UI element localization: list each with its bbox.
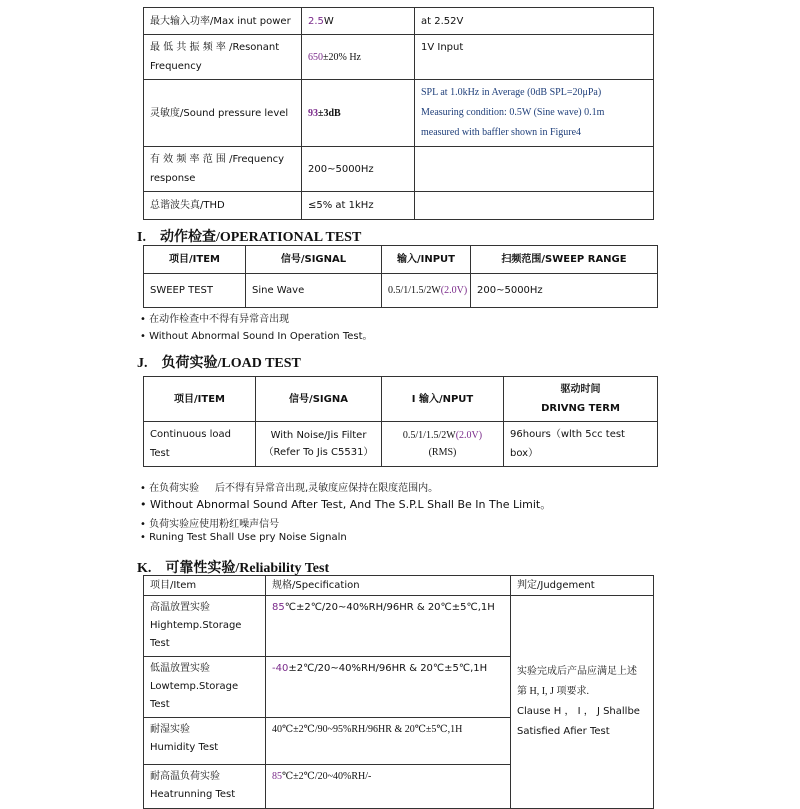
note-line: • Without Abnormal Sound After Test, And The S.P.L Shall Be In The Limit。 bbox=[140, 498, 552, 511]
note-line: measured with baffler shown in Figure4 bbox=[421, 127, 582, 138]
value-num: 650 bbox=[308, 51, 323, 63]
spec-rest: ℃±2℃/20~40%RH/- bbox=[282, 771, 372, 782]
note-line: • Runing Test Shall Use pry Noise Signaln bbox=[140, 532, 347, 543]
value-num: 2.5 bbox=[308, 15, 324, 27]
value-unit: W bbox=[323, 15, 334, 27]
cell-item bbox=[144, 596, 266, 657]
cell-signal: Sine Wave bbox=[246, 274, 382, 308]
cell-judgement bbox=[511, 596, 654, 809]
input-rms: (RMS) bbox=[428, 447, 457, 458]
input-voltage: (2.0V) bbox=[440, 285, 468, 296]
note-line: • Without Abnormal Sound In Operation Test。 bbox=[140, 331, 373, 342]
header-line: DRIVNG TERM bbox=[541, 403, 620, 414]
operational-test-table bbox=[143, 245, 658, 308]
cell-spec bbox=[266, 718, 511, 765]
judgement-line: 第 H, I, J 项要求. bbox=[517, 686, 589, 697]
spec-note bbox=[415, 147, 654, 192]
item-en: Heatrunning Test bbox=[150, 789, 236, 800]
note-line: • 负荷实验应使用粉红噪声信号 bbox=[140, 519, 280, 530]
judgement-line: Satisfied Afier Test bbox=[517, 726, 610, 737]
spec-note bbox=[415, 192, 654, 220]
cell-signal bbox=[256, 422, 382, 467]
note-line: • 在动作检查中不得有异常音出现 bbox=[140, 314, 290, 325]
cell-term: 96hours（wlth 5cc test box） bbox=[504, 422, 658, 467]
header-item: 项目/ITEM bbox=[144, 246, 246, 274]
judgement-line: Clause H ， I ， J Shallbe bbox=[517, 706, 640, 717]
spec-label: 总谐波失真/THD bbox=[144, 192, 302, 220]
spec-label: 有 效 频 率 范 围 /Frequency response bbox=[144, 147, 302, 192]
spec-value bbox=[302, 35, 415, 80]
input-voltage: (2.0V) bbox=[455, 430, 483, 441]
load-test-table bbox=[143, 376, 658, 467]
cell-range: 200~5000Hz bbox=[471, 274, 658, 308]
cell-item bbox=[144, 657, 266, 718]
signal-line: With Noise/Jis Filter bbox=[270, 430, 367, 441]
header-line: 驱动时间 bbox=[560, 384, 601, 395]
cell-spec bbox=[266, 657, 511, 718]
header-driving-term bbox=[504, 377, 658, 422]
spec-note: 1V Input bbox=[415, 35, 654, 80]
spec-rest: ±2℃/20~40%RH/96HR & 20℃±5℃,1H bbox=[288, 663, 488, 674]
spec-value: 200~5000Hz bbox=[302, 147, 415, 192]
section-title-reliability-test: K. 可靠性实验/Reliability Test bbox=[137, 561, 330, 576]
signal-line: （Refer To Jis C5531） bbox=[263, 447, 374, 458]
cell-item bbox=[144, 765, 266, 809]
reliability-test-table bbox=[143, 575, 654, 809]
header-sweep-range: 扫频范围/SWEEP RANGE bbox=[471, 246, 658, 274]
section-title-load-test: J. 负荷实验/LOAD TEST bbox=[137, 356, 301, 371]
cell-item bbox=[144, 718, 266, 765]
spec-rest: ℃±2℃/20~40%RH/96HR & 20℃±5℃,1H bbox=[284, 602, 495, 613]
cell-spec bbox=[266, 596, 511, 657]
spec-note bbox=[415, 80, 654, 147]
item-en: Lowtemp.Storage Test bbox=[150, 681, 239, 710]
value-unit: ±20% Hz bbox=[323, 51, 361, 63]
cell-spec bbox=[266, 765, 511, 809]
note-line: Measuring condition: 0.5W (Sine wave) 0.1m bbox=[421, 107, 605, 118]
item-cn: 耐高温负荷实验 bbox=[150, 771, 220, 782]
spec-value bbox=[302, 8, 415, 35]
cell-item: Continuous load Test bbox=[144, 422, 256, 467]
item-cn: 耐湿实验 bbox=[150, 724, 190, 735]
header-signal: 信号/SIGNAL bbox=[246, 246, 382, 274]
note-line: • 在负荷实验 后不得有异常音出现,灵敏度应保持在限度范围内。 bbox=[140, 483, 439, 494]
value-unit: ±3dB bbox=[318, 107, 341, 119]
header-signal: 信号/SIGNA bbox=[256, 377, 382, 422]
header-judgement: 判定/Judgement bbox=[511, 576, 654, 596]
spec-temp: 85 bbox=[272, 602, 285, 613]
input-values: 0.5/1/1.5/2W bbox=[402, 430, 456, 441]
item-cn: 低温放置实验 bbox=[150, 663, 210, 674]
spec-temp: 85 bbox=[272, 771, 282, 782]
spec-temp: -40 bbox=[272, 663, 289, 674]
value-num: 93 bbox=[308, 107, 318, 119]
item-cn: 高温放置实验 bbox=[150, 602, 210, 613]
header-input: 输入/INPUT bbox=[382, 246, 471, 274]
note-line: SPL at 1.0kHz in Average (0dB SPL=20μPa) bbox=[421, 87, 602, 98]
input-values: 0.5/1/1.5/2W bbox=[388, 285, 441, 296]
spec-label: 灵敏度/Sound pressure level bbox=[144, 80, 302, 147]
spec-table bbox=[143, 7, 654, 220]
spec-value bbox=[302, 80, 415, 147]
spec-rest: 40℃±2℃/90~95%RH/96HR & 20℃±5℃,1H bbox=[272, 724, 463, 735]
item-en: Humidity Test bbox=[150, 742, 219, 753]
cell-item: SWEEP TEST bbox=[144, 274, 246, 308]
cell-input bbox=[382, 422, 504, 467]
spec-label: 最大输入功率/Max inut power bbox=[144, 8, 302, 35]
spec-note: at 2.52V bbox=[415, 8, 654, 35]
cell-input bbox=[382, 274, 471, 308]
header-input: I 输入/NPUT bbox=[382, 377, 504, 422]
spec-label: 最 低 共 振 频 率 /Resonant Frequency bbox=[144, 35, 302, 80]
header-item: 项目/Item bbox=[144, 576, 266, 596]
judgement-line: 实验完成后产品应满足上述 bbox=[517, 666, 637, 677]
item-en: Hightemp.Storage Test bbox=[150, 620, 242, 649]
header-item: 项目/ITEM bbox=[144, 377, 256, 422]
spec-value: ≤5% at 1kHz bbox=[302, 192, 415, 220]
section-title-operational-test: I. 动作检查/OPERATIONAL TEST bbox=[137, 230, 362, 245]
header-specification: 规格/Specification bbox=[266, 576, 511, 596]
